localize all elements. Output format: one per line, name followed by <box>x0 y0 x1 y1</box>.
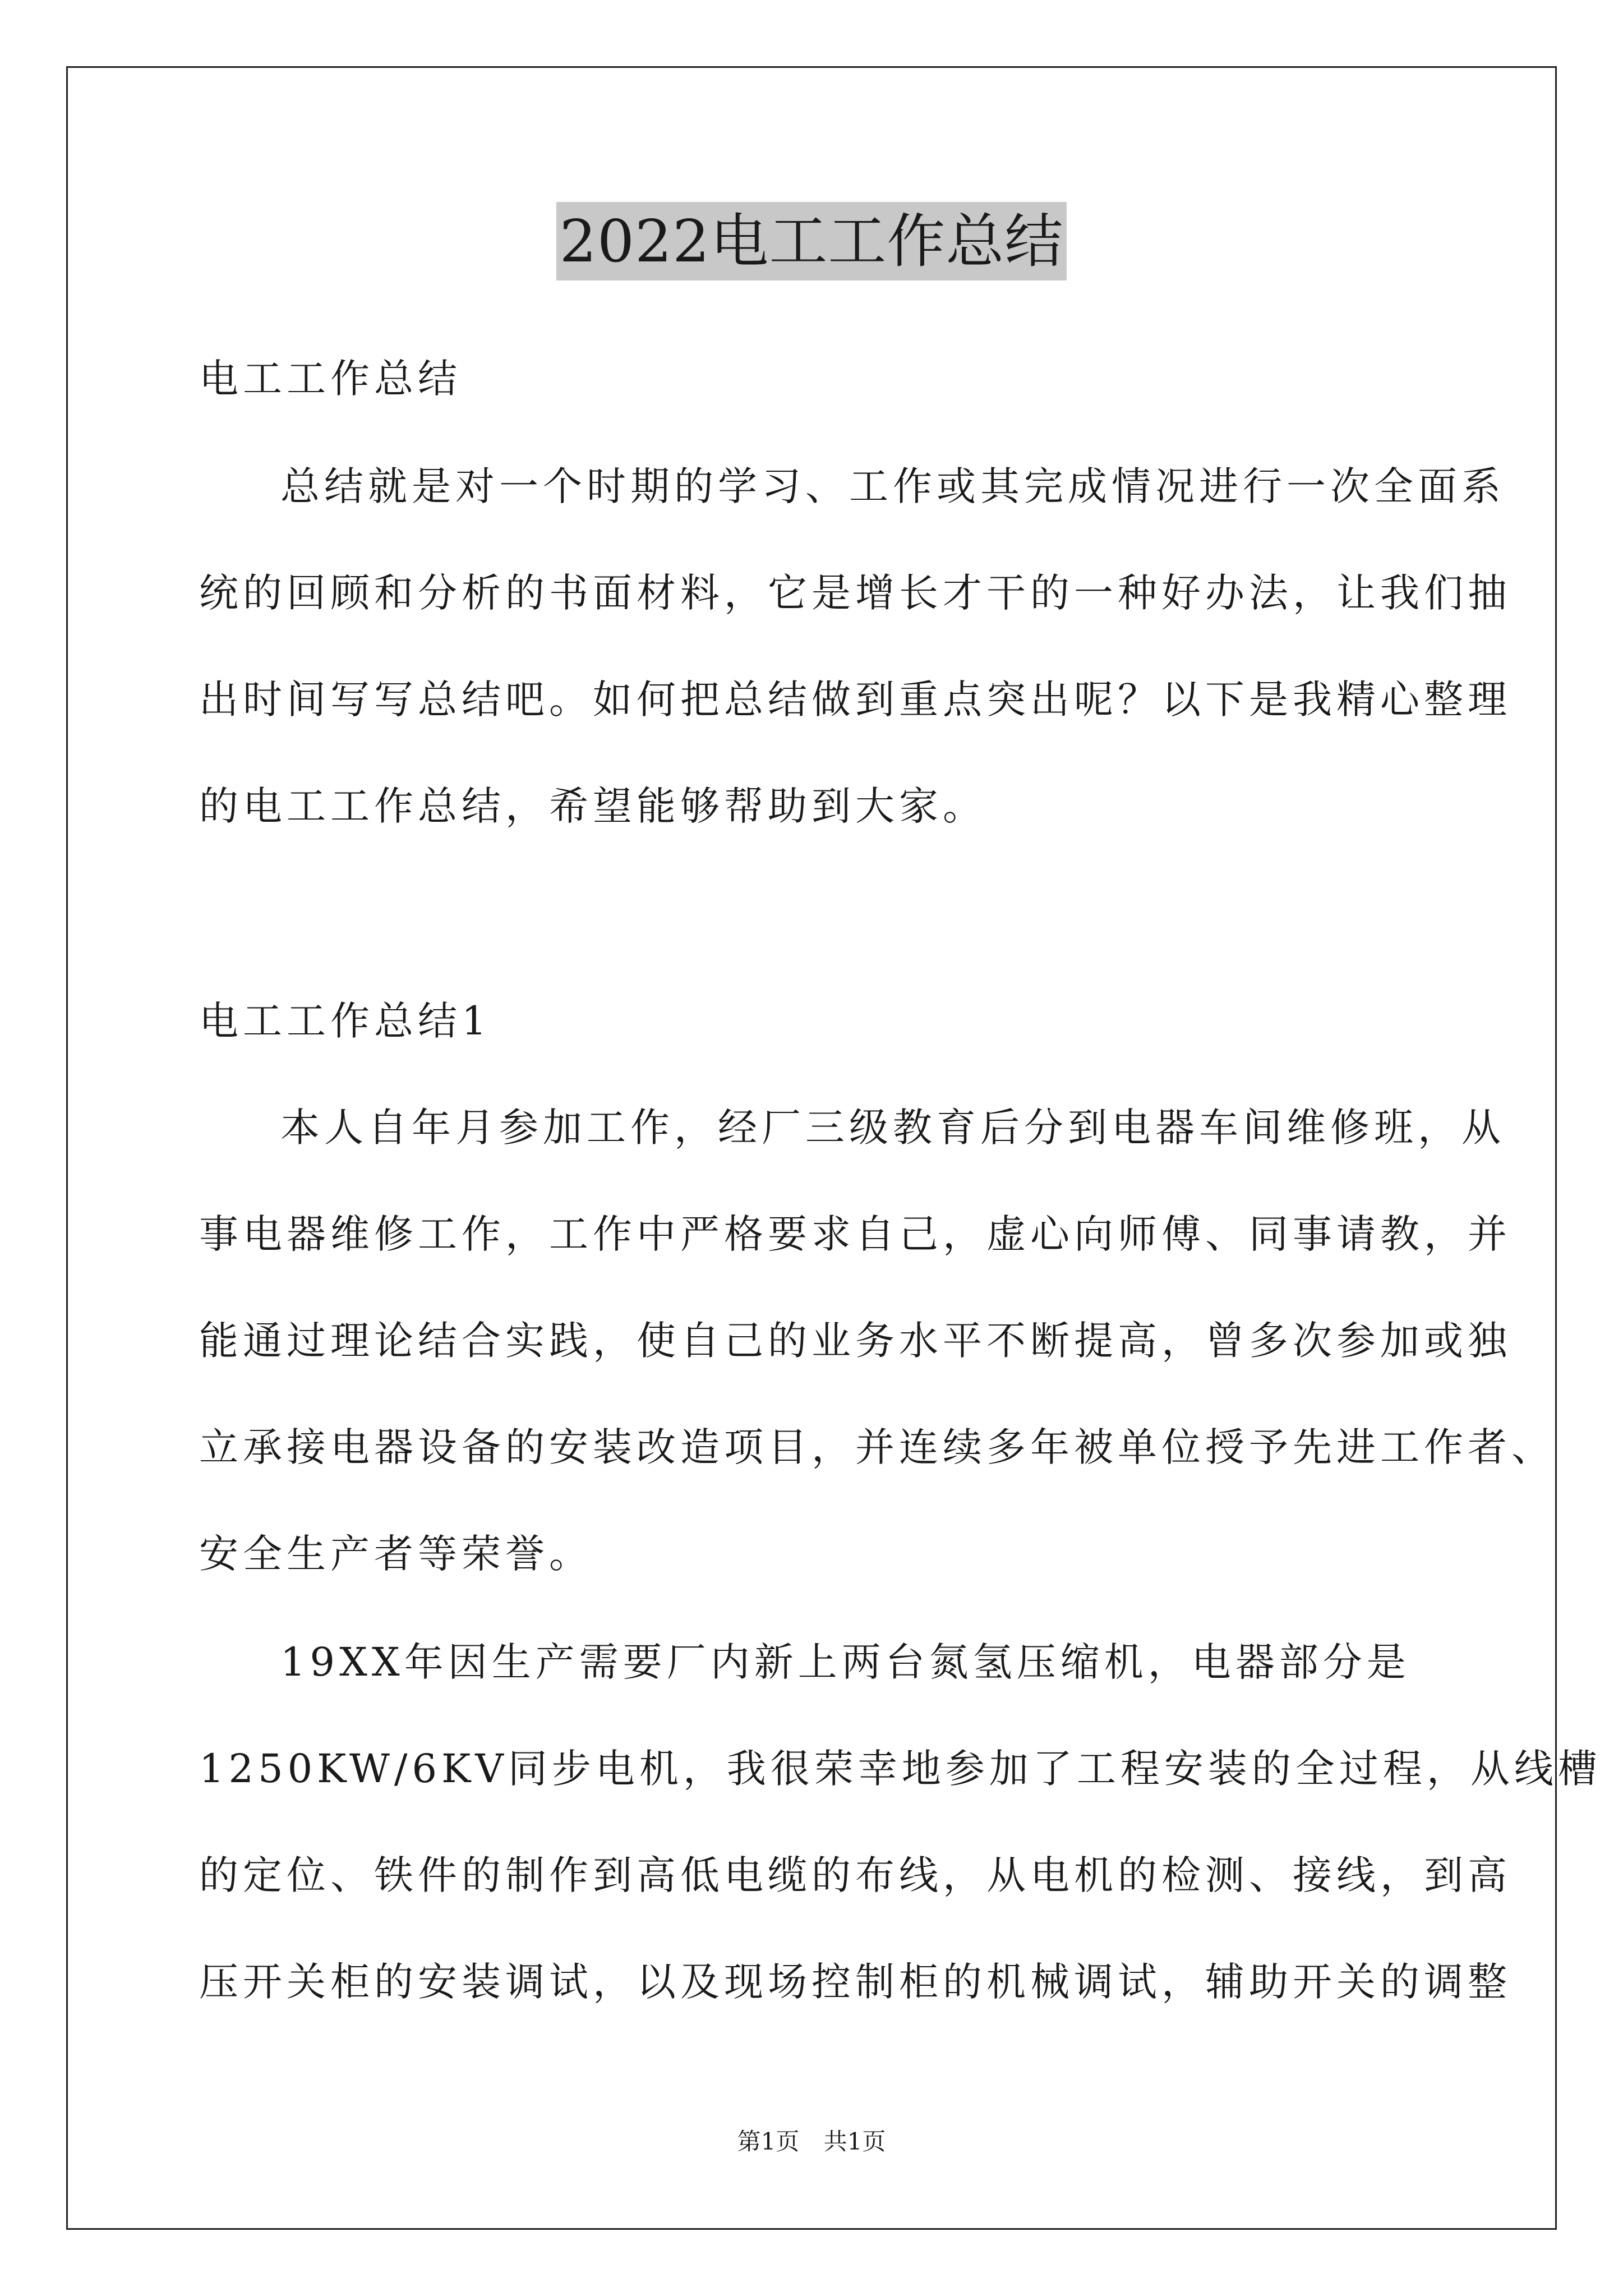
paragraph-line: 统的回顾和分析的书面材料，它是增长才干的一种好办法，让我们抽 <box>199 570 1511 616</box>
section-heading: 电工工作总结 <box>199 356 462 402</box>
document-title: 2022电工工作总结 <box>556 202 1067 280</box>
paragraph-line: 安全生产者等荣誉。 <box>199 1531 593 1577</box>
paragraph-line: 出时间写写总结吧。如何把总结做到重点突出呢？以下是我精心整理 <box>199 677 1511 723</box>
page-footer: 第1页 共1页 <box>737 2128 886 2155</box>
paragraph-line: 压开关柜的安装调试，以及现场控制柜的机械调试，辅助开关的调整 <box>199 1959 1511 2005</box>
paragraph-line: 事电器维修工作，工作中严格要求自己，虚心向师傅、同事请教，并 <box>199 1211 1511 1257</box>
section-heading: 电工工作总结1 <box>199 998 491 1044</box>
paragraph-line: 立承接电器设备的安装改造项目，并连续多年被单位授予先进工作者、 <box>199 1424 1555 1470</box>
paragraph-line: 的电工工作总结，希望能够帮助到大家。 <box>199 783 986 829</box>
title-container <box>0 202 1623 280</box>
paragraph-line: 总结就是对一个时期的学习、工作或其完成情况进行一次全面系 <box>280 463 1505 509</box>
paragraph-line: 19XX年因生产需要厂内新上两台氮氢压缩机，电器部分是 <box>280 1639 1410 1685</box>
paragraph-line: 能通过理论结合实践，使自己的业务水平不断提高，曾多次参加或独 <box>199 1318 1511 1364</box>
paragraph-line: 的定位、铁件的制作到高低电缆的布线，从电机的检测、接线，到高 <box>199 1852 1511 1898</box>
paragraph-line: 1250KW/6KV同步电机，我很荣幸地参加了工程安装的全过程，从线槽 <box>199 1746 1602 1792</box>
paragraph-line: 本人自年月参加工作，经厂三级教育后分到电器车间维修班，从 <box>280 1105 1505 1151</box>
